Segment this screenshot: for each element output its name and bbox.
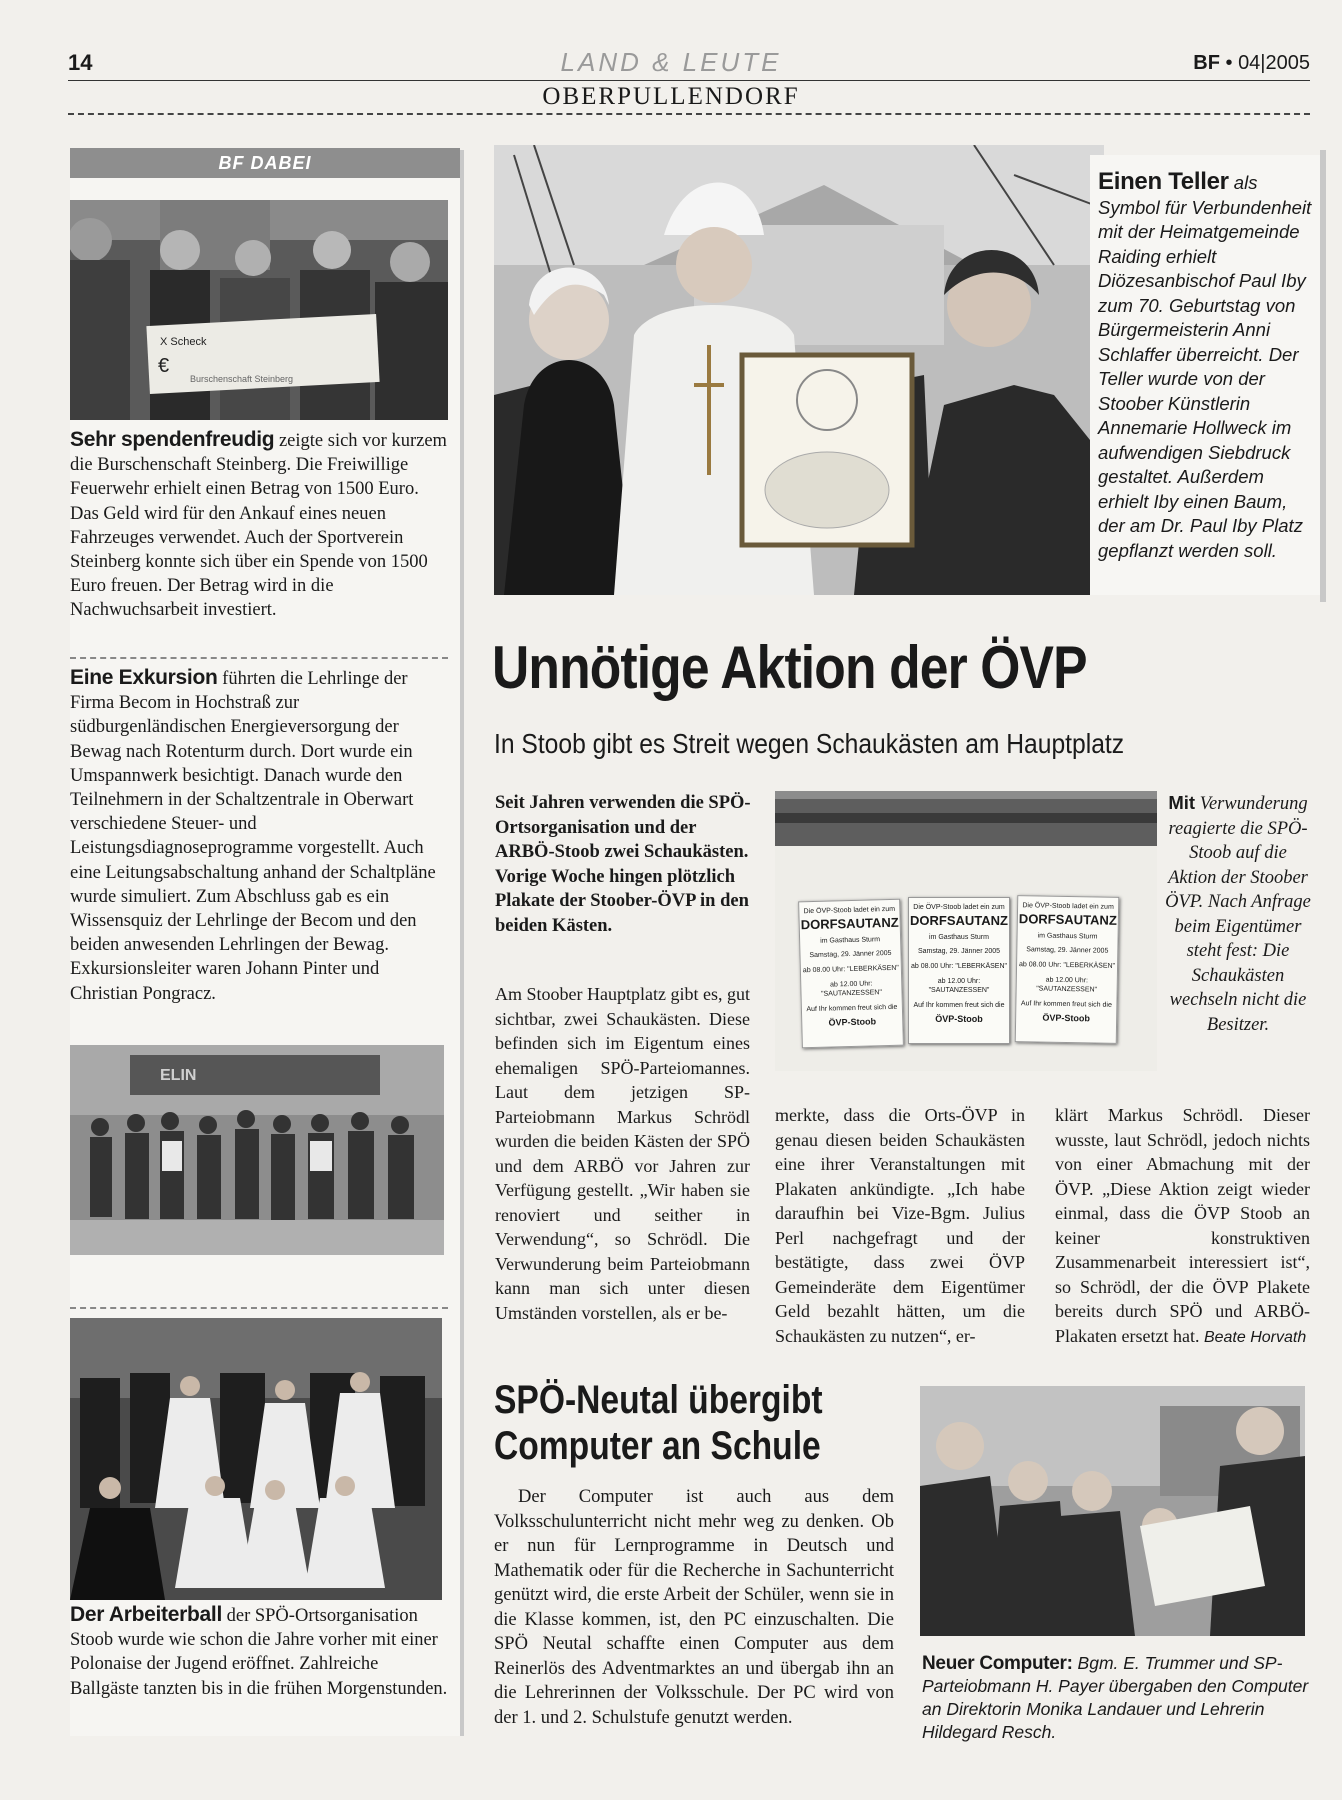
article-exkursion-lead: Eine Exkursion [70, 666, 218, 689]
photo-exkursion [70, 1045, 444, 1255]
sign-line1: X Scheck [160, 336, 207, 348]
bishop-caption-lead: Einen Teller [1098, 168, 1229, 195]
photo-neuer-computer [920, 1386, 1305, 1636]
side-quote-lead: Mit [1168, 792, 1196, 813]
bishop-caption-text: als Symbol für Verbundenheit mit der Heimatgemeinde Raiding erhielt Diözesanbischof Paul Iby zum 70. Geburtstag von Bürgermeisterin Anni Schlaffer überreicht. Der Teller wurde von der Stoober Künstlerin Annemarie Hollweck im aufwendigen Siebdruck gestaltet. Außerdem erhielt Iby einen Baum, der am Dr. Paul Iby Platz gepflanzt werden soll. [1098, 172, 1312, 561]
main-column-2: merkte, dass die Orts-ÖVP in genau diesen beiden Schaukästen eine ihrer Veranstaltungen mit Plakaten ankündigte. „Ich habe daraufhin bei Vize-Bgm. Julius Perl nachgefragt und der bestätigte, dass zwei ÖVP Gemeinderäte dem Eigentümer Geld bezahlt hätten, um die Schaukästen zu nutzen“, er- [775, 1105, 1025, 1346]
bishop-caption [1098, 170, 1318, 563]
second-headline-line2: Computer an Schule [494, 1424, 821, 1468]
article-arbeiterball [70, 1603, 448, 1701]
article-exkursion [70, 666, 448, 1006]
photo-schaukasten-top [775, 791, 1157, 846]
second-article-text: Der Computer ist auch aus dem Volksschulunterricht nicht mehr weg zu denken. Ob er nun für Lernprogramme in Deutsch und Mathematik oder für die Recherche in Sachunterricht genützt wird, die erste Arbeit der Schüler, wenn sie in die Klasse kommen, ist, den PC einzuschalten. Die SPÖ Neutal schaffte einen Computer aus dem Reinerlös des Adventmarktes an und übergab ihn an die Lehrerinnen der Volksschule. Der PC wird von der 1. und 2. Schulstufe genutzt werden. [494, 1487, 894, 1728]
poster-3: Die ÖVP-Stoob ladet ein zum DORFSAUTANZ im Gasthaus Sturm Samstag, 29. Jänner 2005 ab 08.00 Uhr: "LEBERKÄSEN" ab 12.00 Uhr: "SAUTANZESSEN" Auf Ihr kommen freut sich die ÖVP-Stoob [1015, 895, 1120, 1044]
main-column-1: Am Stoober Hauptplatz gibt es, gut sichtbar, zwei Schaukästen. Diese befinden sich im Eigentum eines ehemaligen SPÖ-Parteiomannes. Laut dem jetzigen SP-Parteiobmann Markus Schrödl wurden die beiden Kästen der SPÖ und dem ARBÖ vor Jahren zur Verfügung gestellt. „Wir haben sie renoviert und seither in Verwendung“, so Schrödl. Die Verwunderung beim Parteiobmann kann man sich unter diesen Umständen vorstellen, als er be- [495, 984, 750, 1323]
article-exkursion-text: führten die Lehrlinge der Firma Becom in Hochstraß zur südburgenländischen Energieversorgung der Bewag nach Rotenturm durch. Dort wurde ein Umspannwerk besichtigt. Danach wurde den Teilnehmern in der Schaltzentrale in Oberwart verschiedene Steuer- und Leistungsdiagnoseprogramme vorgestellt. Auch eine Leitungsabschaltung anhand der Schaltpläne wurde simuliert. Zum Abschluss gab es ein Wissensquiz der Lehrlinge der Becom und den beiden anwesenden Lehrlingen der Bewag. Exkursionsleiter waren Johann Pinter und Christian Pongracz. [70, 669, 436, 1004]
sign-line3: Burschenschaft Steinberg [190, 374, 294, 384]
photo-bischof-iby [494, 145, 1104, 595]
page-number: 14 [68, 50, 93, 75]
computer-caption [922, 1652, 1314, 1744]
main-headline: Unnötige Aktion der ÖVP [492, 634, 1087, 701]
sidebar-label: BF DABEI [70, 148, 460, 178]
issue-label [1193, 52, 1310, 75]
issue-date: 04|2005 [1238, 52, 1310, 74]
main-column-3-text: klärt Markus Schrödl. Dieser wusste, laut Schrödl, jedoch nichts von einer Abmachung mit der ÖVP. „Diese Aktion zeigt wieder einmal, dass die ÖVP Stoob an keiner konstruktiven Zusammenarbeit interessiert ist“, so Schrödl, der die ÖVP Plakete bereits durch SPÖ und ARBÖ-Plakaten ersetzt hat. [1055, 1105, 1310, 1346]
region-title: OBERPULLENDORF [542, 83, 800, 110]
issue-prefix: BF [1193, 52, 1220, 74]
side-quote-text: Verwunderung reagierte die SPÖ-Stoob auf die Aktion der Stoober ÖVP. Nach Anfrage beim Eigentümer steht fest: Die Schaukästen wechseln nicht die Besitzer. [1165, 794, 1311, 1035]
main-intro: Seit Jahren verwenden die SPÖ-Ortsorganisation und der ARBÖ-Stoob zwei Schaukästen. Vorige Woche hingen plötzlich Plakate der Stoober-ÖVP in den beiden Kästen. [495, 793, 751, 936]
issue-separator: • [1225, 52, 1233, 74]
photo-sign-elin: ELIN [160, 1067, 197, 1084]
main-column-3 [1055, 1103, 1310, 1350]
article-spenden [70, 428, 448, 623]
computer-caption-lead: Neuer Computer: [922, 1653, 1073, 1674]
poster-1: Die ÖVP-Stoob ladet ein zum DORFSAUTANZ im Gasthaus Sturm Samstag, 29. Jänner 2005 ab 08.00 Uhr: "LEBERKÄSEN" ab 12.00 Uhr: "SAUTANZESSEN" Auf Ihr kommen freut sich die ÖVP-Stoob [798, 899, 904, 1049]
sign-line2: € [158, 355, 170, 377]
side-quote [1163, 791, 1313, 1037]
photo-arbeiterball [70, 1318, 442, 1600]
article-arbeiterball-text: der SPÖ-Ortsorganisation Stoob wurde wie schon die Jahre vorher mit einer Polonaise der Jugend eröffnet. Zahlreiche Ballgäste tanzten bis in die frühen Morgenstunden. [70, 1606, 448, 1699]
bishop-box-shadow [1320, 150, 1326, 602]
header-dashed-rule [68, 113, 1310, 115]
sidebar-separator-2 [70, 1307, 448, 1309]
article-author: Beate Horvath [1203, 1328, 1307, 1346]
poster-2: Die ÖVP-Stoob ladet ein zum DORFSAUTANZ im Gasthaus Sturm Samstag, 29. Jänner 2005 ab 08.00 Uhr: "LEBERKÄSEN" ab 12.00 Uhr: "SAUTANZESSEN" Auf Ihr kommen freut sich die ÖVP-Stoob [908, 897, 1010, 1044]
main-subheadline: In Stoob gibt es Streit wegen Schaukästen am Hauptplatz [494, 728, 1125, 759]
article-spenden-text: zeigte sich vor kurzem die Burschenschaft Steinberg. Die Freiwillige Feuerwehr erhielt einen Betrag von 1500 Euro. Das Geld wird für den Ankauf eines neuen Fahrzeuges verwendet. Auch der Sportverein Steinberg konnte sich über ein Spende von 1500 Euro freuen. Der Betrag wird in die Nachwuchsarbeit investiert. [70, 431, 447, 621]
second-headline-line1: SPÖ-Neutal übergibt [494, 1378, 823, 1422]
header-rule [68, 80, 1310, 81]
article-spenden-lead: Sehr spendenfreudig [70, 428, 275, 451]
sidebar-separator [70, 657, 448, 659]
computer-caption-text: Bgm. E. Trummer und SP-Parteiobmann H. Payer übergaben den Computer an Direktorin Monika Landauer und Lehrerin Hildegard Resch. [922, 1653, 1309, 1742]
section-title: LAND & LEUTE [560, 47, 782, 77]
article-arbeiterball-lead: Der Arbeiterball [70, 1603, 222, 1626]
photo-spendenuebergabe [70, 200, 448, 420]
